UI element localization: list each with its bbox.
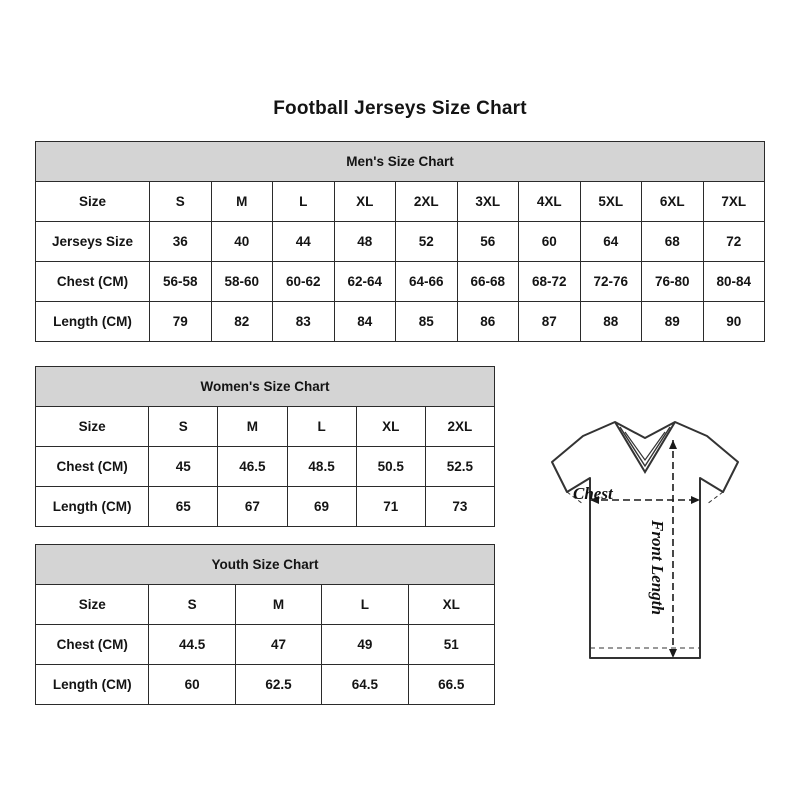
jersey-outline-icon xyxy=(495,400,795,700)
jersey-diagram xyxy=(495,400,795,700)
front-length-measure-label: Front Length xyxy=(648,520,667,615)
cell: 48 xyxy=(334,222,396,262)
cell: 2XL xyxy=(396,182,458,222)
cell: M xyxy=(218,407,287,447)
cell: 2XL xyxy=(425,407,494,447)
cell: S xyxy=(150,182,212,222)
cell: 36 xyxy=(150,222,212,262)
cell: 49 xyxy=(322,625,408,665)
cell: 48.5 xyxy=(287,447,356,487)
cell: 51 xyxy=(408,625,494,665)
cell: L xyxy=(322,585,408,625)
table-row xyxy=(36,302,765,342)
cell: XL xyxy=(408,585,494,625)
cell: 4XL xyxy=(519,182,581,222)
row-label: Chest (CM) xyxy=(36,447,149,487)
cell: 56-58 xyxy=(150,262,212,302)
cell: 62.5 xyxy=(235,665,321,705)
row-label: Jerseys Size xyxy=(36,222,150,262)
cell: 68-72 xyxy=(519,262,581,302)
cell: 45 xyxy=(149,447,218,487)
cell: 60 xyxy=(519,222,581,262)
cell: 64 xyxy=(580,222,642,262)
cell: 64.5 xyxy=(322,665,408,705)
table-row xyxy=(36,665,495,705)
womens-size-chart-table xyxy=(35,366,495,527)
table-row xyxy=(36,585,495,625)
cell: 64-66 xyxy=(396,262,458,302)
cell: 72-76 xyxy=(580,262,642,302)
youth-size-chart-table xyxy=(35,544,495,705)
cell: 85 xyxy=(396,302,458,342)
cell: 66.5 xyxy=(408,665,494,705)
cell: 6XL xyxy=(642,182,704,222)
cell: S xyxy=(149,585,235,625)
cell: 65 xyxy=(149,487,218,527)
row-label: Chest (CM) xyxy=(36,262,150,302)
row-label: Size xyxy=(36,182,150,222)
table-row xyxy=(36,625,495,665)
cell: 86 xyxy=(457,302,519,342)
cell: 7XL xyxy=(703,182,765,222)
cell: 68 xyxy=(642,222,704,262)
table-row xyxy=(36,262,765,302)
jersey-right-cuff xyxy=(707,492,723,504)
cell: 90 xyxy=(703,302,765,342)
cell: 5XL xyxy=(580,182,642,222)
page-title: Football Jerseys Size Chart xyxy=(273,98,527,119)
cell: 84 xyxy=(334,302,396,342)
cell: L xyxy=(287,407,356,447)
table-caption-row xyxy=(36,367,495,407)
row-label: Length (CM) xyxy=(36,665,149,705)
mens-size-chart-table xyxy=(35,141,765,342)
cell: 69 xyxy=(287,487,356,527)
cell: 72 xyxy=(703,222,765,262)
cell: 60 xyxy=(149,665,235,705)
table-row xyxy=(36,487,495,527)
cell: 60-62 xyxy=(273,262,335,302)
cell: 52.5 xyxy=(425,447,494,487)
cell: 40 xyxy=(211,222,273,262)
cell: M xyxy=(235,585,321,625)
cell: 89 xyxy=(642,302,704,342)
cell: 56 xyxy=(457,222,519,262)
cell: 71 xyxy=(356,487,425,527)
table-row xyxy=(36,447,495,487)
cell: 80-84 xyxy=(703,262,765,302)
cell: 66-68 xyxy=(457,262,519,302)
cell: 79 xyxy=(150,302,212,342)
cell: 3XL xyxy=(457,182,519,222)
cell: 47 xyxy=(235,625,321,665)
table-row xyxy=(36,407,495,447)
table-caption-row xyxy=(36,545,495,585)
cell: M xyxy=(211,182,273,222)
cell: 46.5 xyxy=(218,447,287,487)
cell: 58-60 xyxy=(211,262,273,302)
chest-measure-label: Chest xyxy=(573,484,613,503)
cell: 62-64 xyxy=(334,262,396,302)
cell: S xyxy=(149,407,218,447)
cell: 67 xyxy=(218,487,287,527)
cell: 50.5 xyxy=(356,447,425,487)
row-label: Size xyxy=(36,585,149,625)
cell: 52 xyxy=(396,222,458,262)
mens-table-caption: Men's Size Chart xyxy=(36,142,765,182)
row-label: Length (CM) xyxy=(36,487,149,527)
row-label: Size xyxy=(36,407,149,447)
cell: 83 xyxy=(273,302,335,342)
cell: L xyxy=(273,182,335,222)
cell: XL xyxy=(356,407,425,447)
cell: 88 xyxy=(580,302,642,342)
cell: 44 xyxy=(273,222,335,262)
table-row xyxy=(36,222,765,262)
cell: 73 xyxy=(425,487,494,527)
cell: 82 xyxy=(211,302,273,342)
jersey-body-shape xyxy=(552,422,738,658)
youth-table-caption: Youth Size Chart xyxy=(36,545,495,585)
row-label: Length (CM) xyxy=(36,302,150,342)
cell: 44.5 xyxy=(149,625,235,665)
table-caption-row xyxy=(36,142,765,182)
cell: 76-80 xyxy=(642,262,704,302)
womens-table-caption: Women's Size Chart xyxy=(36,367,495,407)
cell: XL xyxy=(334,182,396,222)
cell: 87 xyxy=(519,302,581,342)
table-row xyxy=(36,182,765,222)
row-label: Chest (CM) xyxy=(36,625,149,665)
